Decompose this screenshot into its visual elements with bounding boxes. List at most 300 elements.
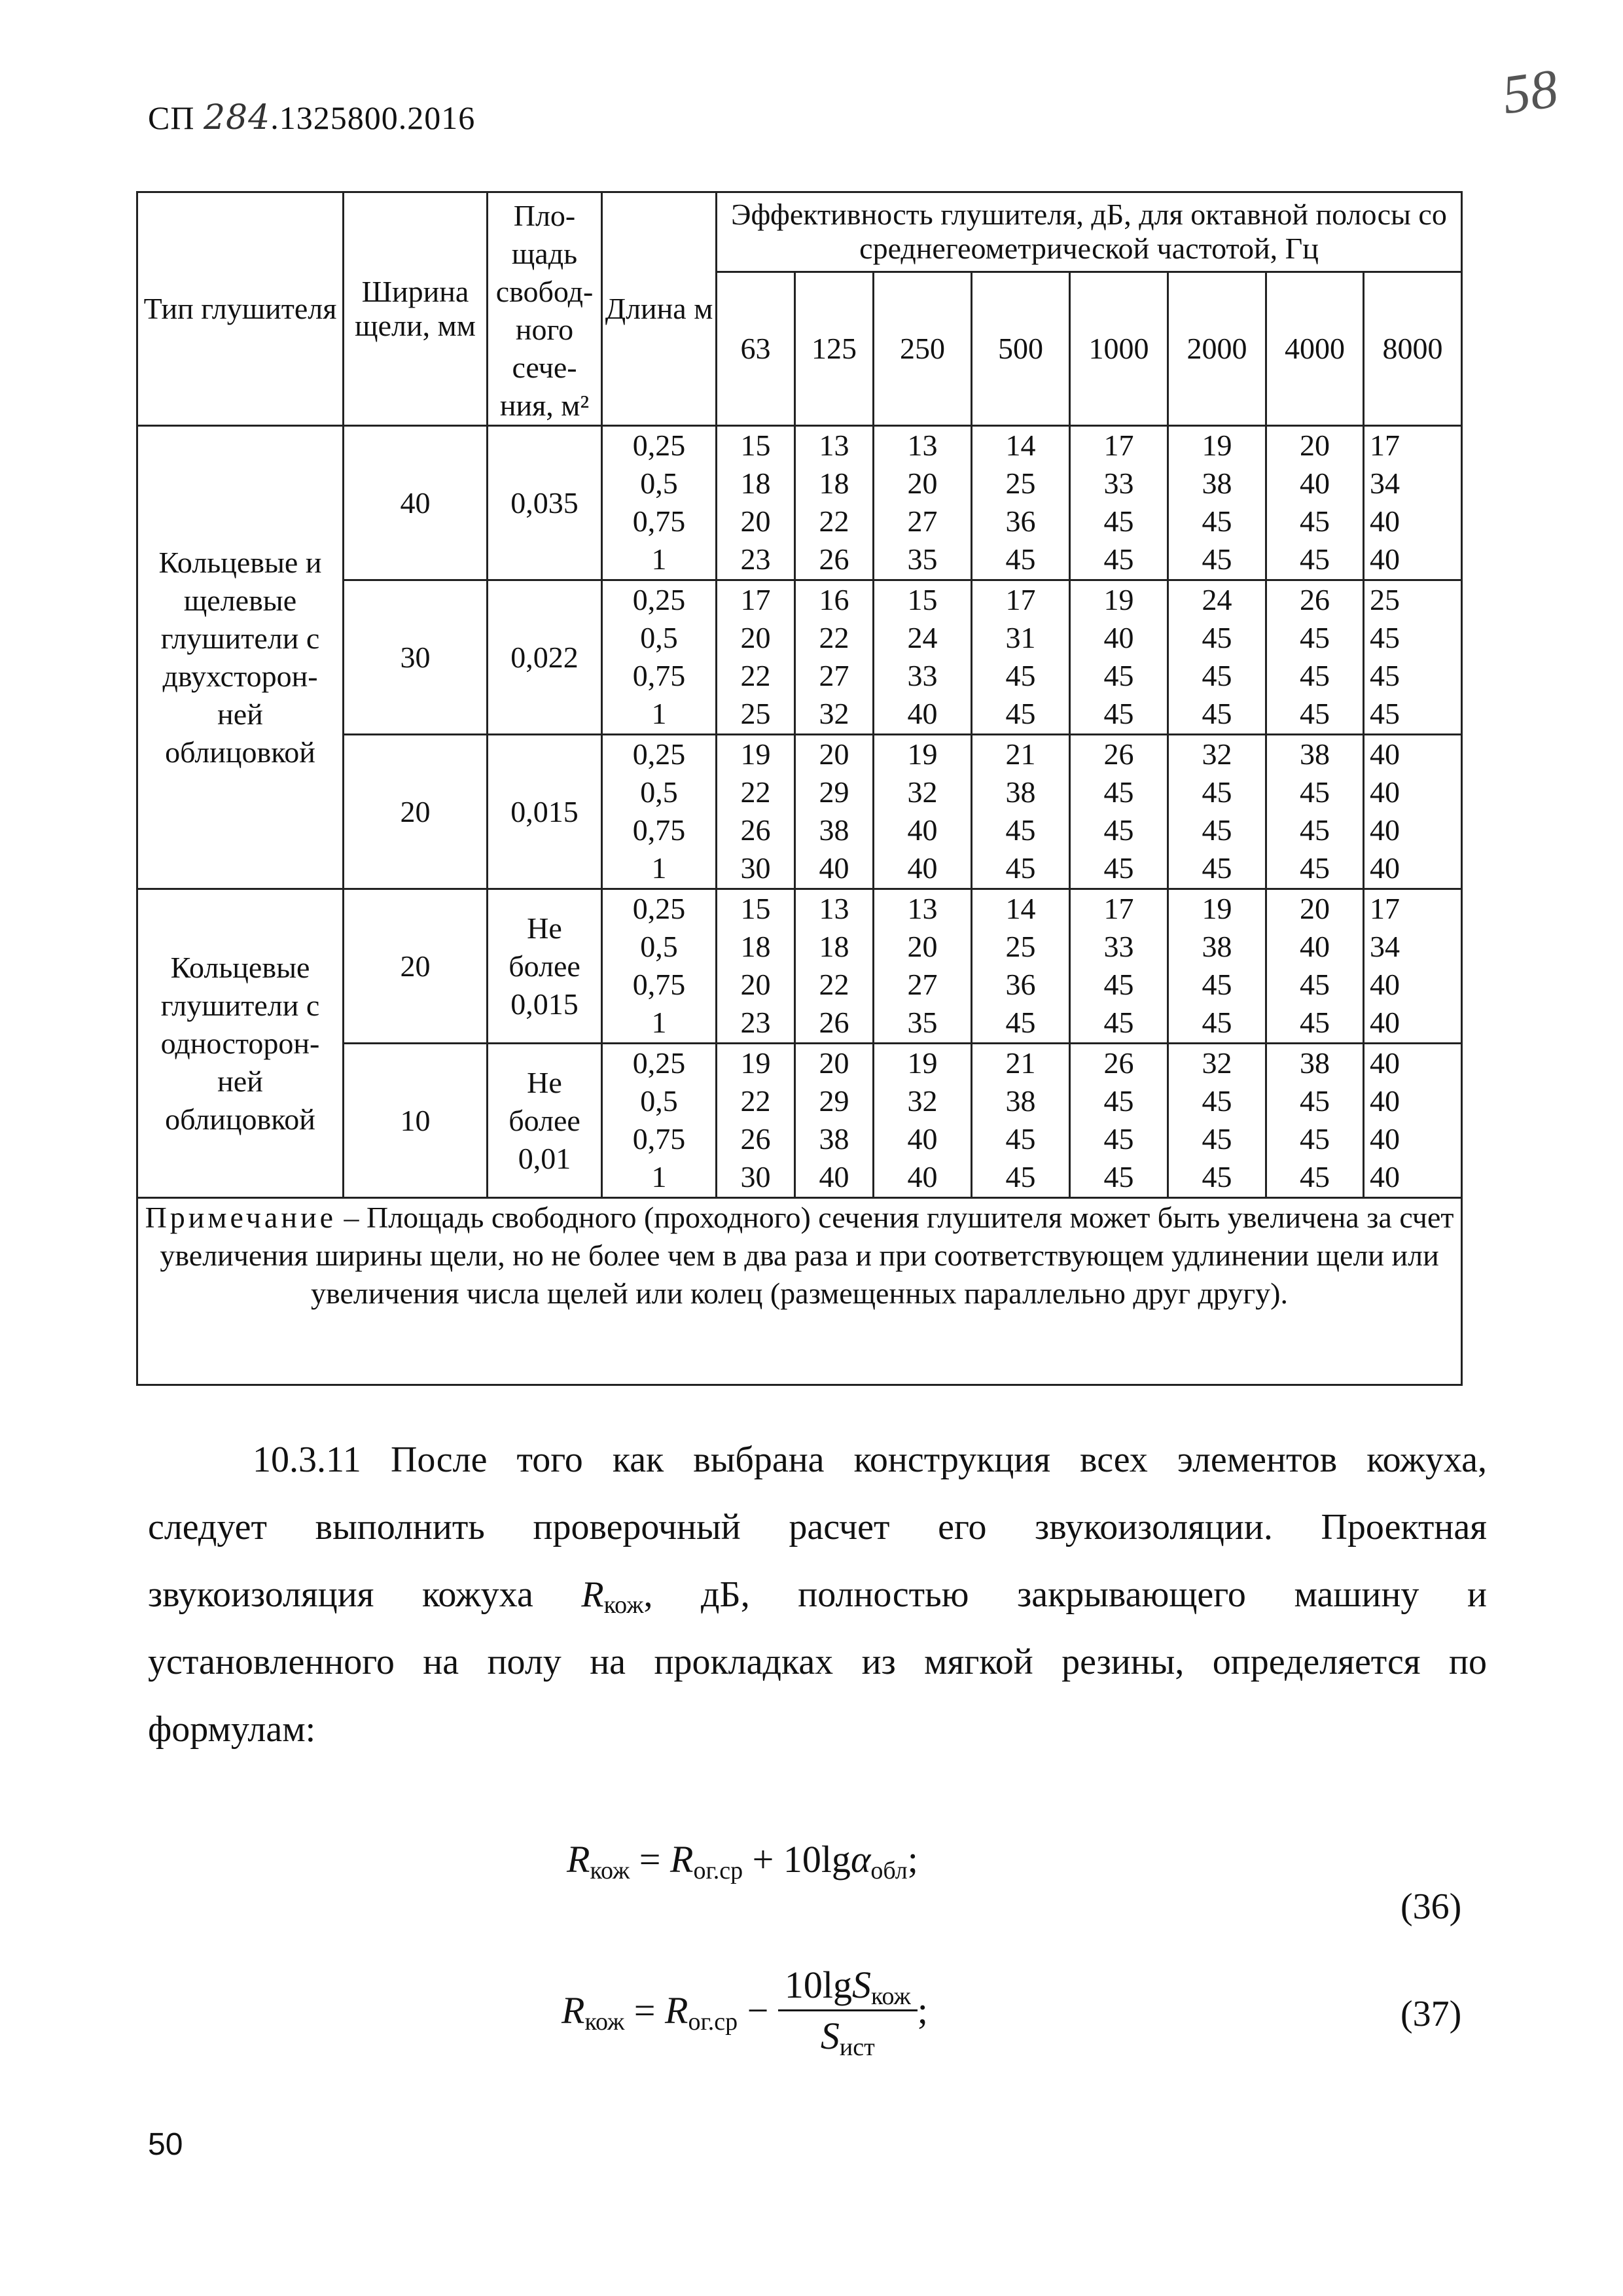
note-text: – Площадь свободного (проходного) сечения глушителя может быть увеличена за счет увеличения ширины щели, но не более чем в два раза и при соответствующем удлинении щели или увеличения числа щелей или колец (размещенных параллельно друг другу). (160, 1201, 1454, 1310)
efficiency-value: 35 (907, 1006, 938, 1039)
cell-value: 0,25 (632, 429, 686, 462)
efficiency-value: 45 (1202, 659, 1232, 692)
efficiency-value: 17 (1103, 892, 1134, 925)
cell-value: 0,5 (640, 775, 678, 809)
efficiency-value: 38 (1202, 930, 1232, 963)
efficiency-cell (972, 1044, 1070, 1198)
header-type: Тип глушителя (137, 192, 344, 426)
header-efficiency: Эффективность глушителя, дБ, для октавной полосы со среднегеометрической частотой, Гц (717, 192, 1462, 272)
efficiency-value: 34 (1370, 930, 1400, 963)
efficiency-cell (1070, 889, 1168, 1044)
efficiency-value: 20 (1300, 429, 1330, 462)
efficiency-value: 45 (1300, 1122, 1330, 1156)
handwritten-doc-number: 284 (203, 98, 271, 137)
cell-value: 1 (651, 1160, 667, 1193)
efficiency-cell (972, 580, 1070, 735)
silencer-type-line: Кольцевые и (158, 545, 322, 579)
cell-value: более (508, 949, 580, 983)
free-area-cell (488, 889, 602, 1044)
efficiency-value: 14 (1005, 429, 1036, 462)
efficiency-value: 45 (1005, 813, 1036, 847)
efficiency-value: 45 (1300, 1006, 1330, 1039)
efficiency-value: 45 (1005, 659, 1036, 692)
efficiency-value: 40 (1300, 467, 1330, 500)
efficiency-value: 45 (1202, 968, 1232, 1001)
efficiency-value: 45 (1202, 504, 1232, 538)
efficiency-value: 45 (1103, 1122, 1134, 1156)
efficiency-value: 30 (740, 851, 771, 885)
efficiency-cell (717, 735, 795, 889)
efficiency-value: 34 (1370, 467, 1400, 500)
efficiency-value: 32 (907, 775, 938, 809)
efficiency-cell (1266, 735, 1364, 889)
efficiency-value: 45 (1103, 697, 1134, 730)
efficiency-cell (795, 426, 874, 580)
efficiency-value: 26 (740, 1122, 771, 1156)
efficiency-value: 45 (1202, 1160, 1232, 1193)
efficiency-value: 45 (1103, 542, 1134, 576)
efficiency-value: 33 (907, 659, 938, 692)
paragraph-line: звукоизоляция кожуха Rкож, дБ, полностью закрывающего машину и (148, 1574, 1487, 1619)
efficiency-cell (795, 889, 874, 1044)
cell-value: 0,5 (640, 1084, 678, 1118)
efficiency-value: 22 (819, 504, 849, 538)
frequency-header: 4000 (1266, 272, 1364, 425)
efficiency-cell (717, 1044, 795, 1198)
cell-value: 1 (651, 697, 667, 730)
header-area-line: ния, м² (499, 389, 590, 422)
efficiency-value: 45 (1300, 504, 1330, 538)
efficiency-value: 33 (1103, 467, 1134, 500)
efficiency-value: 45 (1005, 1160, 1036, 1193)
silencer-type-line: облицовкой (165, 1102, 315, 1136)
frequency-header: 1000 (1070, 272, 1168, 425)
efficiency-value: 45 (1103, 504, 1134, 538)
efficiency-value: 20 (740, 621, 771, 654)
free-area-cell (488, 426, 602, 580)
document-code-header (148, 98, 475, 137)
paragraph-line: формулам: (148, 1709, 316, 1750)
efficiency-cell (795, 735, 874, 889)
efficiency-value: 40 (907, 697, 938, 730)
efficiency-value: 38 (1005, 1084, 1036, 1118)
efficiency-value: 23 (740, 542, 771, 576)
efficiency-value: 45 (1202, 1006, 1232, 1039)
efficiency-value: 15 (740, 892, 771, 925)
header-length: Длина м (602, 192, 717, 426)
silencer-type-cell (137, 889, 344, 1198)
efficiency-value: 40 (907, 851, 938, 885)
efficiency-cell (1364, 426, 1462, 580)
cell-value: 0,25 (632, 583, 686, 616)
efficiency-value: 13 (819, 429, 849, 462)
efficiency-value: 45 (1202, 621, 1232, 654)
cell-value: 0,25 (632, 737, 686, 771)
efficiency-value: 24 (1202, 583, 1232, 616)
efficiency-value: 40 (1370, 504, 1400, 538)
efficiency-value: 29 (819, 1084, 849, 1118)
efficiency-value: 13 (907, 429, 938, 462)
header-area (488, 192, 602, 426)
efficiency-cell (1266, 1044, 1364, 1198)
efficiency-value: 19 (1202, 892, 1232, 925)
cell-value: 1 (651, 542, 667, 576)
cell-value: Не (527, 911, 562, 945)
efficiency-value: 45 (1202, 851, 1232, 885)
efficiency-value: 40 (1370, 813, 1400, 847)
efficiency-value: 20 (819, 1046, 849, 1080)
table-grid (136, 191, 1463, 1386)
efficiency-cell (1364, 889, 1462, 1044)
frequency-header: 2000 (1168, 272, 1266, 425)
frequency-header: 250 (874, 272, 972, 425)
header-area-line: щадь (511, 237, 578, 270)
efficiency-value: 45 (1300, 542, 1330, 576)
table-note (137, 1198, 1462, 1385)
efficiency-value: 40 (1370, 1046, 1400, 1080)
efficiency-value: 40 (1370, 851, 1400, 885)
efficiency-value: 45 (1370, 659, 1400, 692)
efficiency-value: 40 (907, 1160, 938, 1193)
efficiency-cell (972, 735, 1070, 889)
free-area-cell (488, 580, 602, 735)
cell-value: 0,01 (518, 1141, 571, 1175)
efficiency-cell (1168, 735, 1266, 889)
efficiency-value: 40 (1370, 1160, 1400, 1193)
efficiency-value: 40 (1300, 930, 1330, 963)
slot-width-cell: 30 (344, 580, 488, 735)
header-area-line: свобод- (495, 275, 594, 308)
efficiency-value: 45 (1202, 697, 1232, 730)
efficiency-value: 20 (907, 930, 938, 963)
efficiency-value: 23 (740, 1006, 771, 1039)
efficiency-cell (1070, 426, 1168, 580)
silencer-type-cell (137, 426, 344, 889)
efficiency-value: 45 (1103, 813, 1134, 847)
efficiency-value: 40 (1370, 968, 1400, 1001)
efficiency-value: 19 (907, 1046, 938, 1080)
efficiency-value: 45 (1005, 1006, 1036, 1039)
efficiency-value: 22 (740, 775, 771, 809)
efficiency-value: 38 (819, 813, 849, 847)
formula-37: Rкож = Rог.ср − $\frac{\text{10lgSкож}}{\text{Sист}}$ ; (562, 1964, 928, 2061)
efficiency-value: 26 (1103, 1046, 1134, 1080)
efficiency-value: 40 (1370, 542, 1400, 576)
paragraph-line: установленного на полу на прокладках из мягкой резины, определяется по (148, 1642, 1487, 1682)
efficiency-value: 45 (1103, 659, 1134, 692)
efficiency-cell (1364, 735, 1462, 889)
efficiency-value: 32 (819, 697, 849, 730)
efficiency-cell (717, 426, 795, 580)
silencer-type-line: двухсторон- (162, 659, 318, 693)
efficiency-value: 38 (1202, 467, 1232, 500)
doc-code-suffix: .1325800.2016 (270, 99, 476, 136)
efficiency-value: 40 (907, 1122, 938, 1156)
efficiency-value: 36 (1005, 968, 1036, 1001)
header-area-line: Пло- (513, 199, 576, 232)
efficiency-value: 33 (1103, 930, 1134, 963)
efficiency-value: 17 (1370, 892, 1400, 925)
silencer-efficiency-table (136, 191, 1461, 1386)
efficiency-cell (1168, 889, 1266, 1044)
efficiency-value: 20 (819, 737, 849, 771)
efficiency-cell (874, 889, 972, 1044)
efficiency-value: 40 (1370, 775, 1400, 809)
efficiency-value: 45 (1202, 775, 1232, 809)
efficiency-value: 45 (1103, 968, 1134, 1001)
formula-36: Rкож = Rог.ср + 10lgαобл; (567, 1838, 918, 1884)
efficiency-value: 25 (1370, 583, 1400, 616)
efficiency-value: 25 (1005, 467, 1036, 500)
efficiency-cell (717, 580, 795, 735)
efficiency-cell (1070, 735, 1168, 889)
cell-value: 0,75 (632, 1122, 686, 1156)
equation-number-36: (36) (1400, 1886, 1462, 1927)
silencer-type-line: ней (217, 1064, 263, 1098)
efficiency-value: 45 (1202, 813, 1232, 847)
frequency-header: 500 (972, 272, 1070, 425)
cell-value: 0,5 (640, 930, 678, 963)
efficiency-value: 27 (907, 968, 938, 1001)
efficiency-value: 45 (1005, 1122, 1036, 1156)
silencer-type-line: облицовкой (165, 735, 315, 769)
cell-value: 0,022 (510, 640, 579, 674)
efficiency-cell (795, 580, 874, 735)
efficiency-value: 21 (1005, 1046, 1036, 1080)
length-cell (602, 889, 717, 1044)
free-area-cell (488, 735, 602, 889)
slot-width-cell: 10 (344, 1044, 488, 1198)
efficiency-value: 15 (907, 583, 938, 616)
efficiency-value: 22 (740, 659, 771, 692)
length-cell (602, 580, 717, 735)
efficiency-value: 26 (1300, 583, 1330, 616)
cell-value: 0,5 (640, 467, 678, 500)
efficiency-cell (874, 1044, 972, 1198)
efficiency-cell (972, 889, 1070, 1044)
cell-value: 0,5 (640, 621, 678, 654)
efficiency-cell (874, 426, 972, 580)
efficiency-value: 13 (907, 892, 938, 925)
header-width: Ширина щели, мм (344, 192, 488, 426)
page-number: 50 (148, 2127, 183, 2162)
efficiency-value: 31 (1005, 621, 1036, 654)
silencer-type-line: Кольцевые (170, 950, 310, 984)
efficiency-value: 40 (819, 1160, 849, 1193)
efficiency-value: 32 (1202, 737, 1232, 771)
cell-value: Не (527, 1065, 562, 1099)
cell-value: 0,035 (510, 486, 579, 520)
efficiency-value: 17 (1005, 583, 1036, 616)
efficiency-cell (1364, 580, 1462, 735)
cell-value: 1 (651, 1006, 667, 1039)
efficiency-value: 45 (1300, 621, 1330, 654)
slot-width-cell: 40 (344, 426, 488, 580)
efficiency-value: 20 (1300, 892, 1330, 925)
efficiency-value: 25 (740, 697, 771, 730)
efficiency-value: 45 (1103, 851, 1134, 885)
efficiency-value: 35 (907, 542, 938, 576)
efficiency-value: 40 (1370, 1122, 1400, 1156)
efficiency-value: 25 (1005, 930, 1036, 963)
efficiency-cell (874, 735, 972, 889)
silencer-type-line: щелевые (183, 583, 297, 617)
efficiency-value: 27 (907, 504, 938, 538)
efficiency-value: 22 (819, 621, 849, 654)
efficiency-cell (1266, 889, 1364, 1044)
efficiency-value: 14 (1005, 892, 1036, 925)
efficiency-value: 15 (740, 429, 771, 462)
efficiency-value: 20 (740, 504, 771, 538)
efficiency-value: 21 (1005, 737, 1036, 771)
efficiency-value: 32 (907, 1084, 938, 1118)
efficiency-value: 22 (740, 1084, 771, 1118)
efficiency-cell (874, 580, 972, 735)
cell-value: 0,015 (510, 794, 579, 828)
efficiency-value: 45 (1300, 1084, 1330, 1118)
efficiency-value: 38 (819, 1122, 849, 1156)
silencer-type-line: односторон- (160, 1026, 320, 1060)
efficiency-value: 45 (1103, 1084, 1134, 1118)
efficiency-value: 45 (1202, 542, 1232, 576)
efficiency-value: 32 (1202, 1046, 1232, 1080)
silencer-type-line: глушители с (160, 621, 320, 655)
cell-value: 0,75 (632, 504, 686, 538)
efficiency-cell (1168, 1044, 1266, 1198)
efficiency-value: 38 (1300, 737, 1330, 771)
efficiency-value: 24 (907, 621, 938, 654)
efficiency-value: 45 (1300, 813, 1330, 847)
efficiency-cell (1364, 1044, 1462, 1198)
efficiency-value: 45 (1300, 968, 1330, 1001)
note-label: Примечание (145, 1201, 336, 1234)
efficiency-value: 19 (1202, 429, 1232, 462)
efficiency-value: 45 (1300, 851, 1330, 885)
efficiency-value: 45 (1103, 1006, 1134, 1039)
efficiency-value: 29 (819, 775, 849, 809)
equation-number-37: (37) (1400, 1994, 1462, 2034)
efficiency-value: 27 (819, 659, 849, 692)
length-cell (602, 735, 717, 889)
note-row (137, 1198, 1462, 1385)
efficiency-value: 18 (819, 467, 849, 500)
efficiency-value: 45 (1300, 1160, 1330, 1193)
efficiency-value: 45 (1300, 697, 1330, 730)
efficiency-value: 18 (740, 930, 771, 963)
efficiency-value: 40 (1103, 621, 1134, 654)
table-row (137, 426, 1462, 580)
efficiency-value: 45 (1300, 659, 1330, 692)
frequency-header: 63 (717, 272, 795, 425)
efficiency-value: 19 (1103, 583, 1134, 616)
paragraph-10-3-11 (148, 1426, 1487, 1763)
efficiency-value: 22 (819, 968, 849, 1001)
efficiency-value: 13 (819, 892, 849, 925)
efficiency-value: 40 (1370, 1084, 1400, 1118)
efficiency-value: 40 (1370, 737, 1400, 771)
silencer-type-line: ней (217, 697, 263, 731)
efficiency-cell (1266, 426, 1364, 580)
table-row (137, 889, 1462, 1044)
efficiency-value: 20 (907, 467, 938, 500)
efficiency-value: 17 (1370, 429, 1400, 462)
efficiency-value: 45 (1202, 1122, 1232, 1156)
frequency-header: 8000 (1364, 272, 1462, 425)
efficiency-value: 18 (740, 467, 771, 500)
cell-value: 0,25 (632, 1046, 686, 1080)
efficiency-value: 26 (819, 1006, 849, 1039)
efficiency-value: 36 (1005, 504, 1036, 538)
efficiency-value: 38 (1005, 775, 1036, 809)
efficiency-value: 45 (1300, 775, 1330, 809)
efficiency-value: 45 (1370, 621, 1400, 654)
efficiency-cell (1070, 580, 1168, 735)
efficiency-cell (1168, 426, 1266, 580)
cell-value: 0,015 (510, 987, 579, 1021)
efficiency-value: 17 (740, 583, 771, 616)
efficiency-value: 45 (1370, 697, 1400, 730)
cell-value: 0,75 (632, 813, 686, 847)
efficiency-value: 18 (819, 930, 849, 963)
efficiency-value: 40 (1370, 1006, 1400, 1039)
efficiency-value: 45 (1103, 775, 1134, 809)
efficiency-cell (1168, 580, 1266, 735)
efficiency-value: 45 (1103, 1160, 1134, 1193)
efficiency-value: 16 (819, 583, 849, 616)
handwritten-page-mark: 58 (1498, 58, 1562, 126)
free-area-cell (488, 1044, 602, 1198)
efficiency-value: 26 (819, 542, 849, 576)
cell-value: 1 (651, 851, 667, 885)
efficiency-value: 20 (740, 968, 771, 1001)
efficiency-value: 19 (740, 1046, 771, 1080)
cell-value: более (508, 1103, 580, 1137)
doc-code-prefix: СП (148, 99, 204, 136)
efficiency-value: 19 (907, 737, 938, 771)
efficiency-cell (1266, 580, 1364, 735)
cell-value: 0,75 (632, 659, 686, 692)
efficiency-value: 45 (1005, 697, 1036, 730)
efficiency-value: 30 (740, 1160, 771, 1193)
efficiency-value: 38 (1300, 1046, 1330, 1080)
efficiency-cell (717, 889, 795, 1044)
cell-value: 0,25 (632, 892, 686, 925)
efficiency-value: 17 (1103, 429, 1134, 462)
length-cell (602, 1044, 717, 1198)
efficiency-value: 40 (907, 813, 938, 847)
efficiency-value: 26 (740, 813, 771, 847)
efficiency-value: 19 (740, 737, 771, 771)
frequency-header: 125 (795, 272, 874, 425)
efficiency-cell (795, 1044, 874, 1198)
length-cell (602, 426, 717, 580)
efficiency-cell (1070, 1044, 1168, 1198)
slot-width-cell: 20 (344, 889, 488, 1044)
efficiency-cell (972, 426, 1070, 580)
efficiency-value: 45 (1005, 542, 1036, 576)
silencer-type-line: глушители с (160, 988, 320, 1022)
paragraph-line: следует выполнить проверочный расчет его звукоизоляции. Проектная (148, 1507, 1487, 1547)
efficiency-value: 40 (819, 851, 849, 885)
efficiency-value: 45 (1005, 851, 1036, 885)
header-area-line: сече- (512, 351, 577, 384)
slot-width-cell: 20 (344, 735, 488, 889)
header-area-line: ного (515, 313, 574, 346)
paragraph-line: 10.3.11 После того как выбрана конструкция всех элементов кожуха, (253, 1439, 1487, 1480)
cell-value: 0,75 (632, 968, 686, 1001)
efficiency-value: 45 (1202, 1084, 1232, 1118)
efficiency-value: 26 (1103, 737, 1134, 771)
